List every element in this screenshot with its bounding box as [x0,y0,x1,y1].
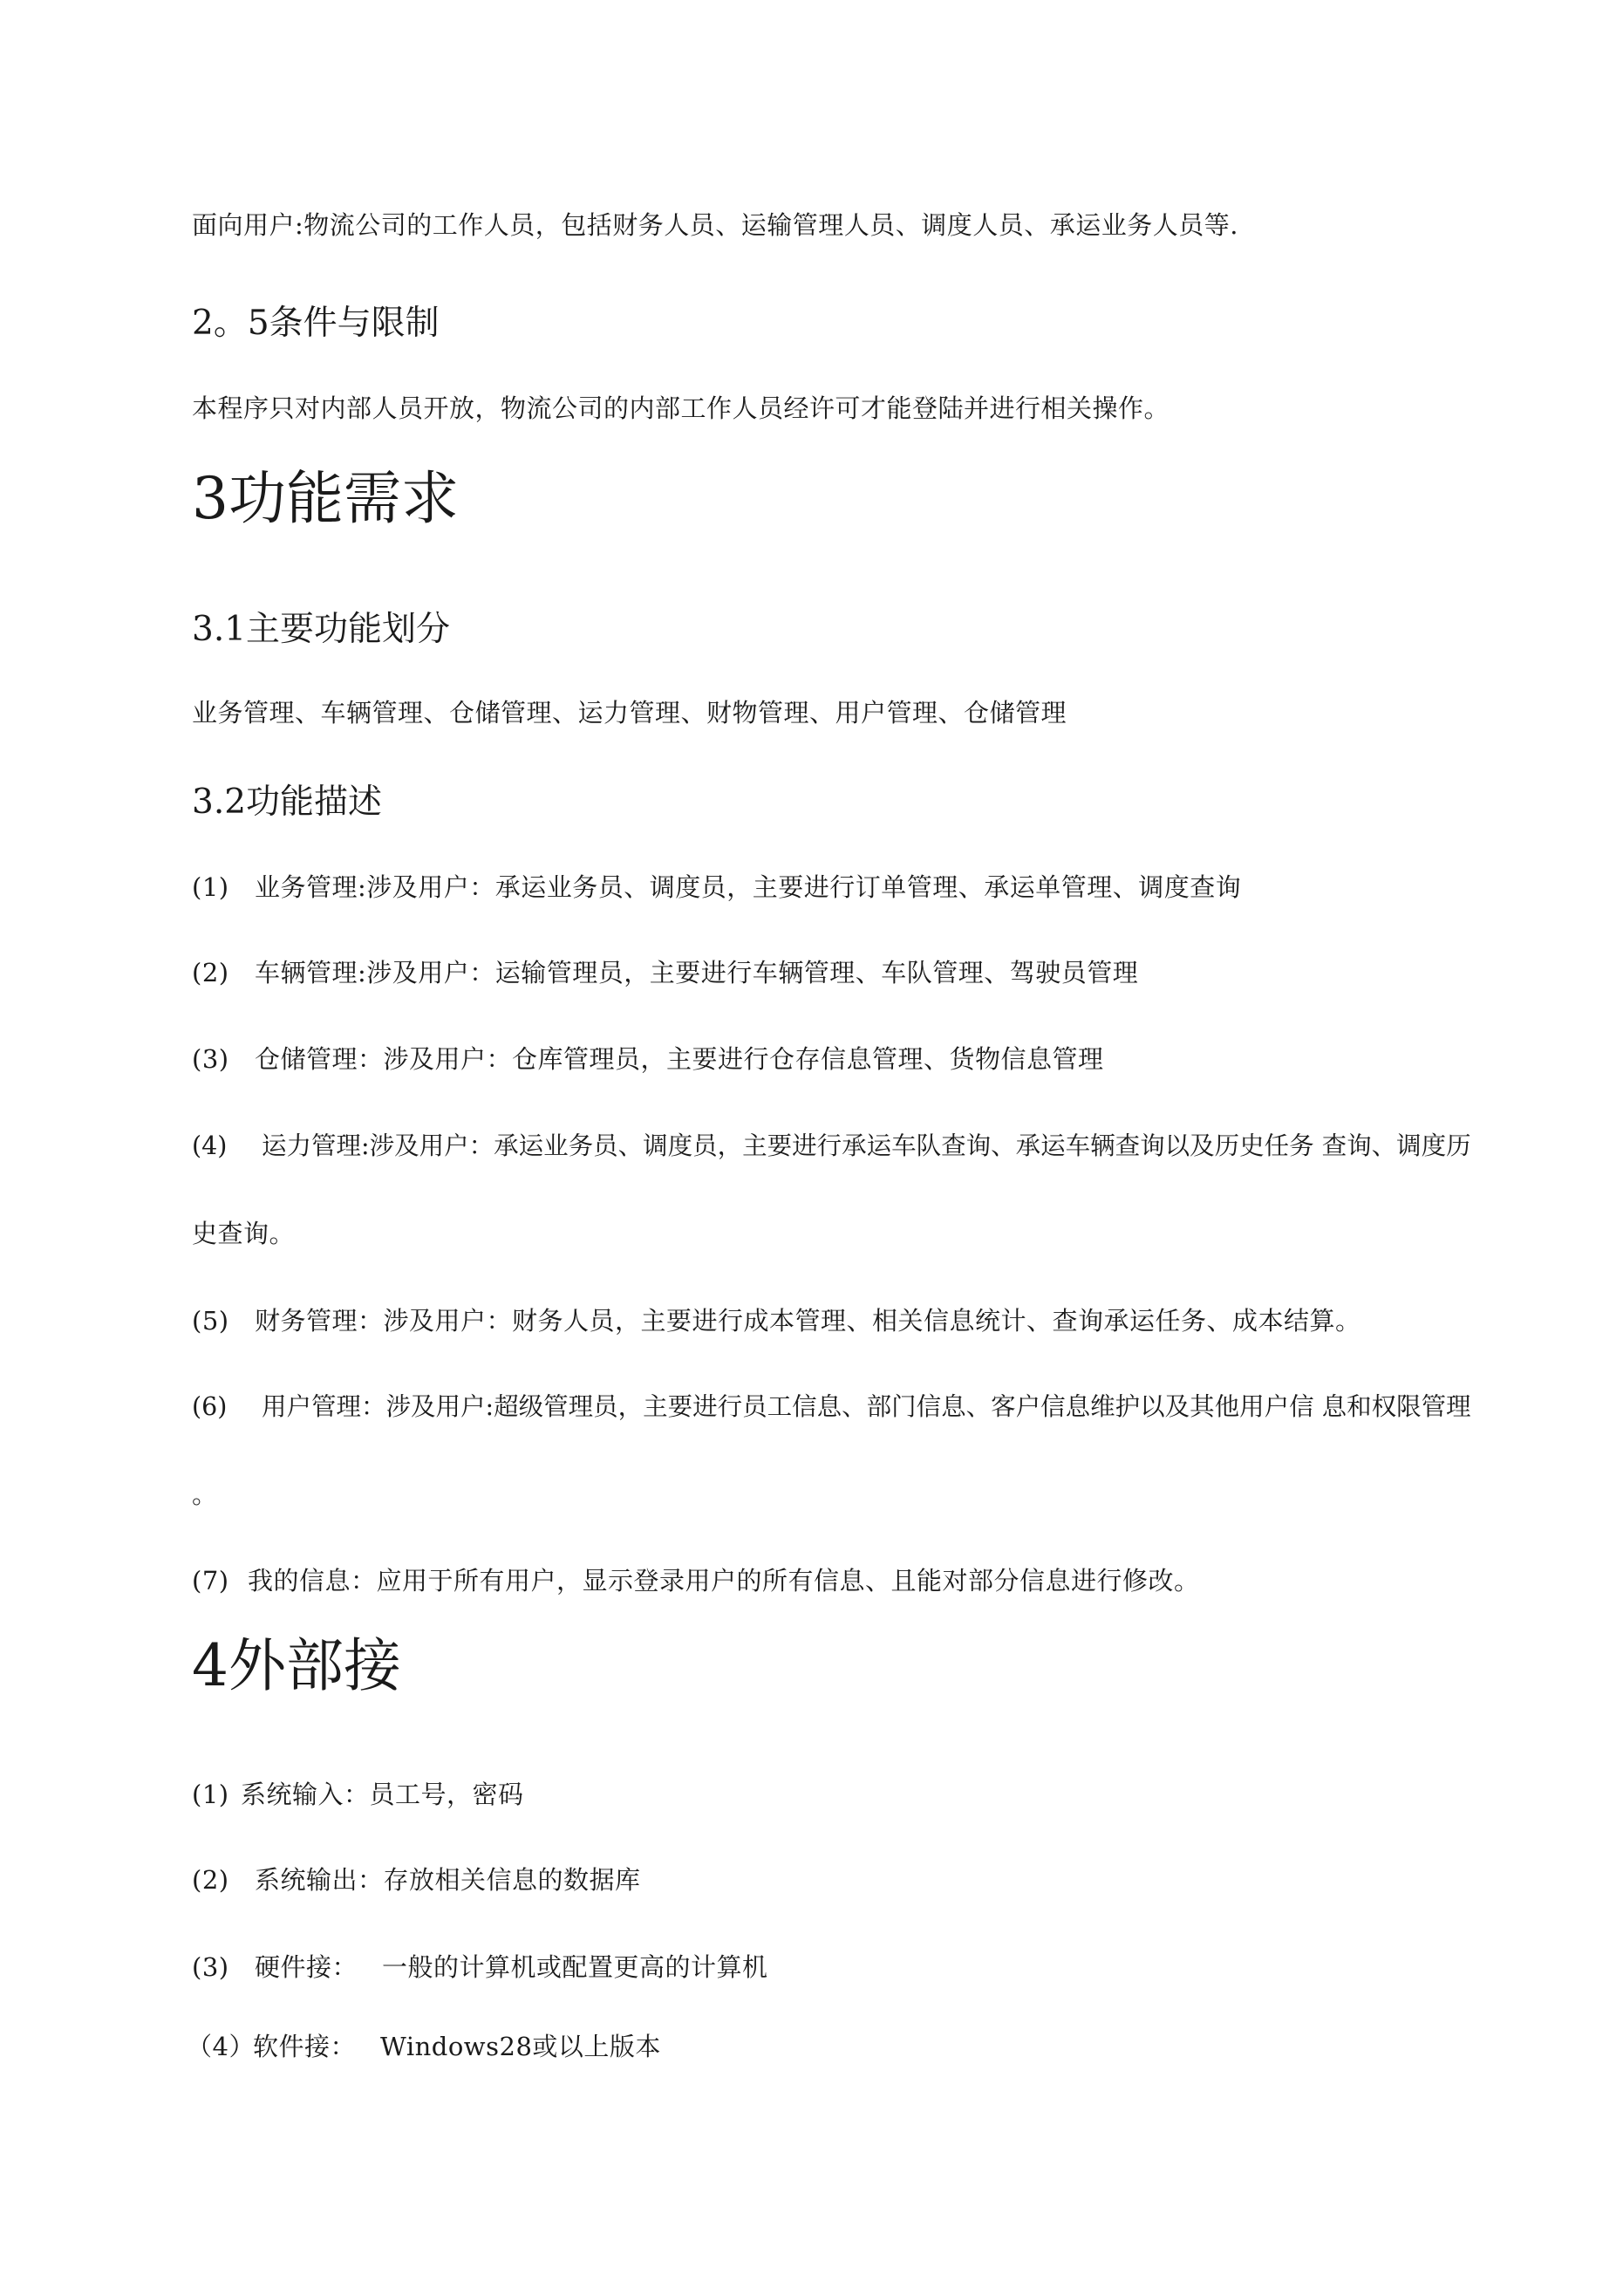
item-number: (1) [192,1780,229,1809]
item-text: 软件接： [253,2032,357,2061]
item-text: 用户管理：涉及用户:超级管理员，主要进行员工信息、部门信息、客户信息维护以及其他用户信 息和权限管理 [262,1392,1471,1421]
list-item [192,1950,768,1985]
list-item [187,2029,661,2064]
item-number: (7) [192,1566,229,1596]
section-2-5-text: 本程序只对内部人员开放，物流公司的内部工作人员经许可才能登陆并进行相关操作。 [192,393,1170,423]
section-3-1-text: 业务管理、车辆管理、仓储管理、运力管理、财物管理、用户管理、仓储管理 [192,698,1067,728]
item-text: 车辆管理:涉及用户：运输管理员，主要进行车辆管理、车队管理、驾驶员管理 [255,958,1139,987]
item-detail: Windows28或以上版本 [380,2032,661,2061]
list-item [192,1862,641,1897]
item-number: (6) [192,1392,228,1421]
item-text: 仓储管理：涉及用户：仓库管理员，主要进行仓存信息管理、货物信息管理 [255,1044,1104,1074]
list-item [192,1563,1200,1598]
list-item [192,1042,1104,1076]
item-number: (3) [192,1952,229,1982]
list-item [192,1390,1471,1425]
item-text: 硬件接： [255,1952,358,1982]
list-item-continuation: 。 [192,1479,218,1509]
list-item-continuation: 史查询。 [192,1219,296,1248]
section-2-5-heading: 2。5条件与限制 [192,304,440,343]
section-3-2-heading: 3.2功能描述 [192,782,383,822]
section-4-heading: 4外部接 [192,1632,401,1699]
list-item [192,870,1241,905]
list-item [192,955,1138,990]
section-3-heading: 3功能需求 [192,465,459,532]
item-text: 运力管理:涉及用户：承运业务员、调度员，主要进行承运车队查询、承运车辆查询以及历史任务 查询、调度历 [262,1131,1471,1160]
list-item [192,1303,1361,1338]
item-number: (3) [192,1044,229,1074]
item-number: (5) [192,1306,229,1336]
item-text: 系统输出：存放相关信息的数据库 [255,1865,641,1895]
item-text: 业务管理:涉及用户：承运业务员、调度员，主要进行订单管理、承运单管理、调度查询 [255,872,1242,902]
item-text: 系统输入：员工号，密码 [241,1780,524,1809]
section-3-1-heading: 3.1主要功能划分 [192,610,451,649]
item-detail: 一般的计算机或配置更高的计算机 [382,1952,768,1982]
item-text: 财务管理：涉及用户：财务人员，主要进行成本管理、相关信息统计、查询承运任务、成本结算。 [255,1306,1361,1336]
list-item [192,1129,1471,1164]
item-number: (4) [192,1131,228,1160]
users-line: 面向用户:物流公司的工作人员，包括财务人员、运输管理人员、调度人员、承运业务人员等. [192,210,1238,240]
list-item [192,1777,524,1812]
item-number: （4） [187,2032,255,2061]
item-text: 我的信息：应用于所有用户，显示登录用户的所有信息、且能对部分信息进行修改。 [248,1566,1200,1596]
item-number: (2) [192,1865,229,1895]
item-number: (1) [192,872,229,902]
item-number: (2) [192,958,229,987]
